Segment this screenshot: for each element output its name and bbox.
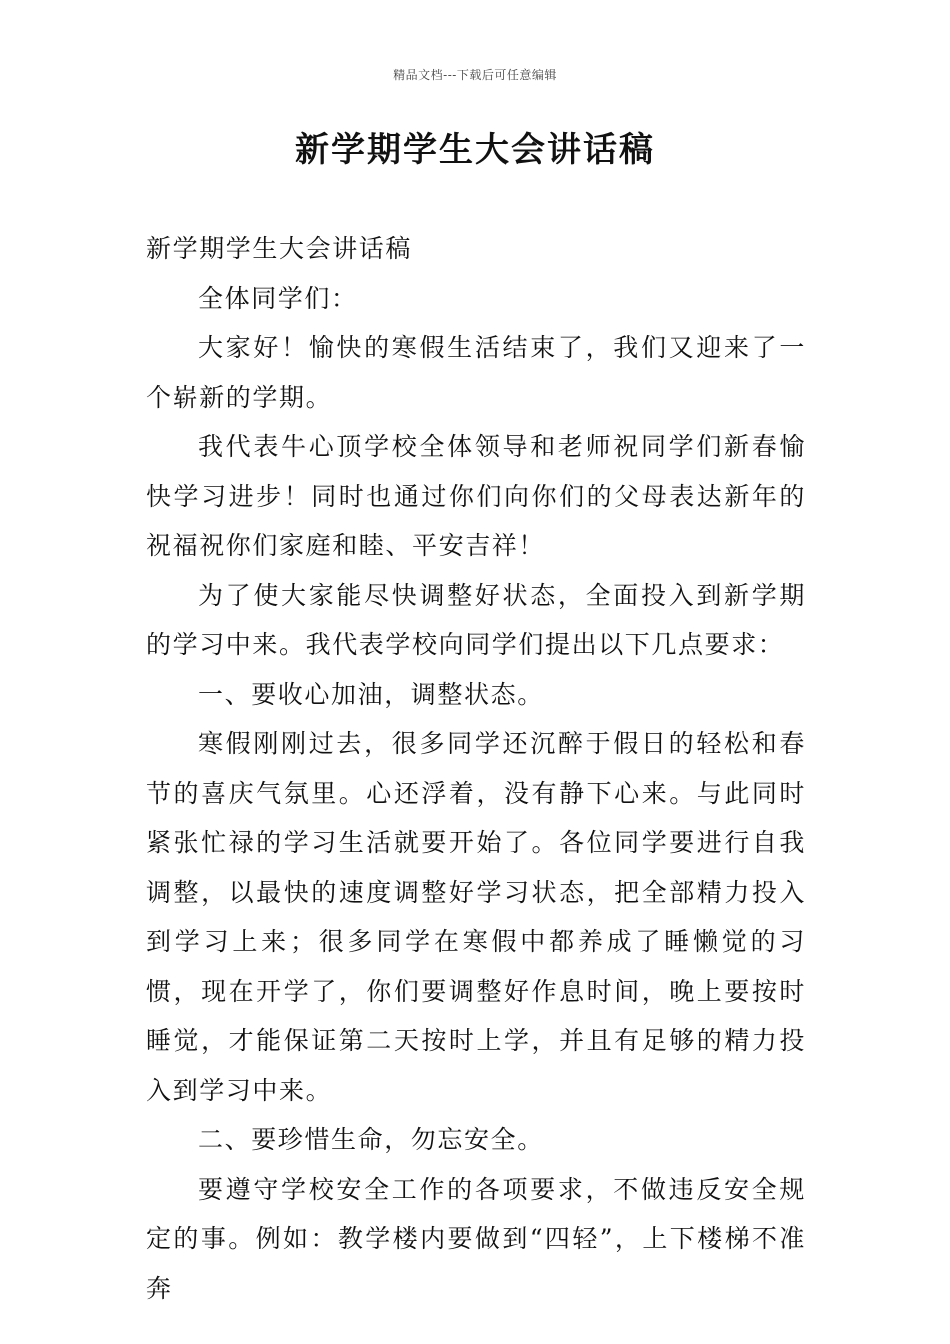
section-heading-1: 一、要收心加油，调整状态。 [198, 679, 544, 709]
paragraph-requirements-intro: 为了使大家能尽快调整好状态，全面投入到新学期的学习中来。我代表学校向同学们提出以下几点要求： [146, 580, 806, 659]
paragraph-salutation: 全体同学们： [198, 283, 358, 313]
paragraph-greeting: 大家好！愉快的寒假生活结束了，我们又迎来了一个崭新的学期。 [146, 333, 806, 412]
document-body [146, 224, 806, 1313]
paragraph-subtitle: 新学期学生大会讲话稿 [146, 234, 413, 263]
document-title: 新学期学生大会讲话稿 [295, 130, 655, 170]
header-note: 精品文档---下载后可任意编辑 [393, 68, 557, 82]
paragraph-wishes: 我代表牛心顶学校全体领导和老师祝同学们新春愉快学习进步！同时也通过你们向你们的父母表达新年的祝福祝你们家庭和睦、平安吉祥！ [146, 432, 806, 560]
paragraph-section-1-body: 寒假刚刚过去，很多同学还沉醉于假日的轻松和春节的喜庆气氛里。心还浮着，没有静下心来。与此同时紧张忙禄的学习生活就要开始了。各位同学要进行自我调整，以最快的速度调整好学习状态，把全部精力投入到学习上来；很多同学在寒假中都养成了睡懒觉的习惯，现在开学了，你们要调整好作息时间，晚上要按时睡觉，才能保证第二天按时上学，并且有足够的精力投入到学习中来。 [146, 729, 806, 1105]
section-heading-2: 二、要珍惜生命，勿忘安全。 [198, 1125, 544, 1154]
paragraph-section-2-body: 要遵守学校安全工作的各项要求，不做违反安全规定的事。例如：教学楼内要做到“四轻”，上下楼梯不准奔 [146, 1174, 806, 1303]
